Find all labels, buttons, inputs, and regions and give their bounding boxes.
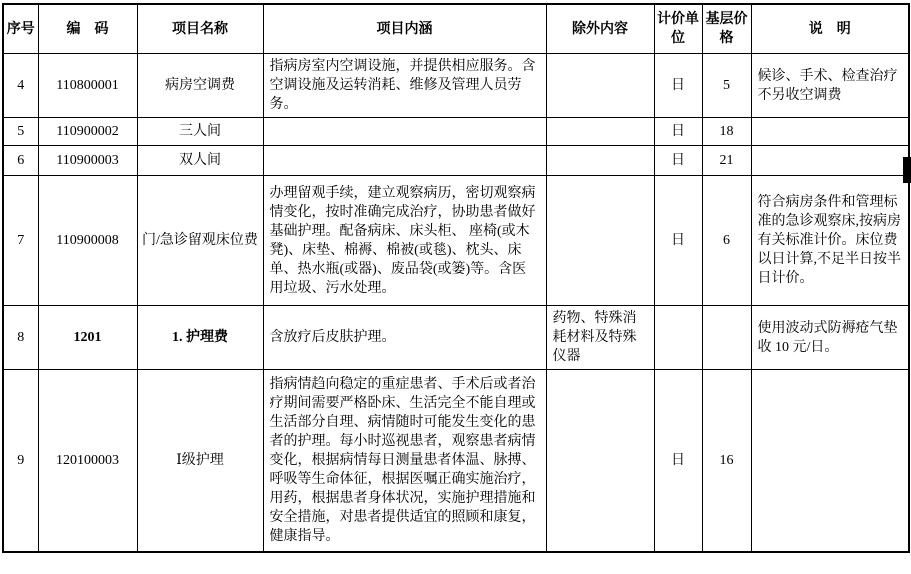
header-excluded: 除外内容 (546, 4, 654, 54)
cell-content: 指病情趋向稳定的重症患者、手术后或者治疗期间需要严格卧床、生活完全不能自理或生活部分自理、病情随时可能发生变化的患者的护理。每小时巡视患者，观察患者病情变化，根据病情每日测量患者体温、脉搏、呼吸等生命体征，根据医嘱正确实施治疗，用药，根据患者身体状况，实施护理措施和安全措施，对患者提供适宜的照顾和康复，健康指导。 (263, 370, 546, 552)
table-row (3, 176, 909, 306)
header-content: 项目内涵 (263, 4, 546, 54)
cell-price: 16 (702, 370, 751, 552)
header-price: 基层价格 (702, 4, 751, 54)
cell-content (263, 118, 546, 146)
cell-price: 6 (702, 176, 751, 306)
cell-code: 1201 (38, 306, 137, 370)
table-row (3, 54, 909, 118)
price-table (2, 3, 910, 553)
cell-code: 110900003 (38, 146, 137, 176)
cell-price: 21 (702, 146, 751, 176)
cell-name: 1. 护理费 (137, 306, 263, 370)
cell-code: 110900008 (38, 176, 137, 306)
cell-no: 5 (3, 118, 38, 146)
cell-content: 含放疗后皮肤护理。 (263, 306, 546, 370)
cell-unit: 日 (654, 118, 702, 146)
cell-unit: 日 (654, 54, 702, 118)
cell-name: 门/急诊留观床位费 (137, 176, 263, 306)
cell-unit (654, 306, 702, 370)
cell-no: 7 (3, 176, 38, 306)
cell-note (751, 146, 909, 176)
cell-name: 病房空调费 (137, 54, 263, 118)
cell-content: 指病房室内空调设施，并提供相应服务。含空调设施及运转消耗、维修及管理人员劳务。 (263, 54, 546, 118)
cell-unit: 日 (654, 176, 702, 306)
table-row (3, 118, 909, 146)
cell-excluded (546, 146, 654, 176)
cell-price: 5 (702, 54, 751, 118)
cell-no: 4 (3, 54, 38, 118)
cell-excluded: 药物、特殊消耗材料及特殊仪器 (546, 306, 654, 370)
cell-code: 110800001 (38, 54, 137, 118)
cell-unit: 日 (654, 370, 702, 552)
header-no: 序号 (3, 4, 38, 54)
cell-name: 三人间 (137, 118, 263, 146)
table-row (3, 306, 909, 370)
cell-name: 双人间 (137, 146, 263, 176)
cell-excluded (546, 118, 654, 146)
cell-content: 办理留观手续，建立观察病历，密切观察病情变化，按时准确完成治疗，协助患者做好基础护理。配备病床、床头柜、 座椅(或木凳)、床垫、棉褥、棉被(或毯)、枕头、床单、热水瓶(或器)、废品袋(或篓)等。含医用垃圾、污水处理。 (263, 176, 546, 306)
cell-no: 6 (3, 146, 38, 176)
cell-excluded (546, 176, 654, 306)
cell-note (751, 118, 909, 146)
cell-note: 使用波动式防褥疮气垫收 10 元/日。 (751, 306, 909, 370)
right-edge-mark (903, 157, 911, 183)
header-unit: 计价单位 (654, 4, 702, 54)
cell-code: 110900002 (38, 118, 137, 146)
cell-price (702, 306, 751, 370)
table-row (3, 370, 909, 552)
header-row (3, 4, 909, 54)
cell-note (751, 370, 909, 552)
header-note: 说 明 (751, 4, 909, 54)
cell-content (263, 146, 546, 176)
cell-excluded (546, 54, 654, 118)
cell-note: 符合病房条件和管理标准的急诊观察床,按病房有关标准计价。床位费以日计算,不足半日按半日计价。 (751, 176, 909, 306)
table-row (3, 146, 909, 176)
cell-unit: 日 (654, 146, 702, 176)
cell-excluded (546, 370, 654, 552)
header-name: 项目名称 (137, 4, 263, 54)
cell-code: 120100003 (38, 370, 137, 552)
cell-no: 8 (3, 306, 38, 370)
cell-name: Ⅰ级护理 (137, 370, 263, 552)
cell-note: 候诊、手术、检查治疗不另收空调费 (751, 54, 909, 118)
cell-no: 9 (3, 370, 38, 552)
cell-price: 18 (702, 118, 751, 146)
header-code: 编 码 (38, 4, 137, 54)
